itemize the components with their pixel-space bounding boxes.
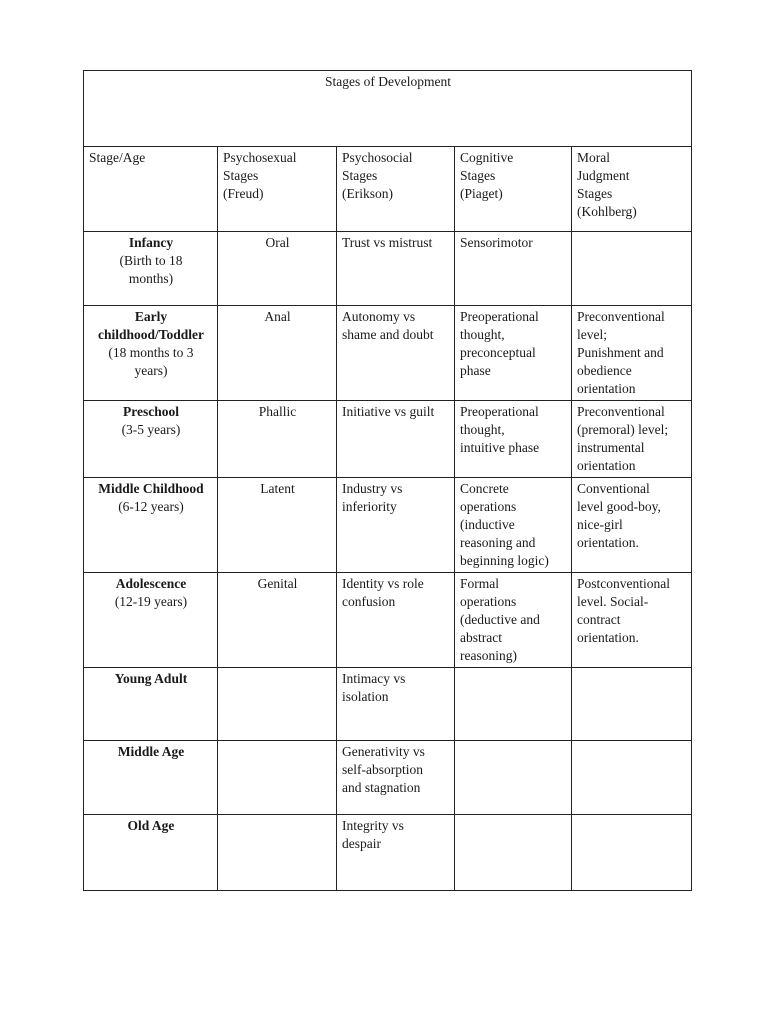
- kohlberg-cell-line: orientation: [577, 458, 636, 473]
- kohlberg-cell-line: level. Social-: [577, 594, 649, 609]
- erikson-cell: [337, 401, 455, 478]
- stage-age-cell: [84, 401, 218, 478]
- piaget-cell-line: Sensorimotor: [460, 235, 533, 250]
- freud-cell: Anal: [218, 306, 337, 401]
- kohlberg-cell-line: Postconventional: [577, 576, 670, 591]
- table-title: Stages of Development: [84, 71, 692, 147]
- header-stage-age: Stage/Age: [84, 147, 218, 232]
- erikson-cell-line: Trust vs mistrust: [342, 235, 433, 250]
- stage-name: [89, 575, 213, 593]
- piaget-cell: [455, 232, 572, 306]
- stage-name: [89, 403, 213, 421]
- stage-age: [89, 344, 213, 380]
- piaget-cell-line: Preoperational: [460, 404, 539, 419]
- header-piaget: [455, 147, 572, 232]
- table-row: [84, 401, 692, 478]
- stage-name: [89, 743, 213, 761]
- table-row: [84, 306, 692, 401]
- stage-age-line: (6-12 years): [118, 499, 184, 514]
- erikson-cell-line: Industry vs: [342, 481, 403, 496]
- header-freud: [218, 147, 337, 232]
- piaget-cell-line: operations: [460, 594, 517, 609]
- kohlberg-cell-line: orientation.: [577, 630, 639, 645]
- stage-name-line: Adolescence: [115, 576, 187, 591]
- stage-name: [89, 670, 213, 688]
- stage-name-line: Infancy: [128, 235, 174, 250]
- kohlberg-cell-line: obedience: [577, 363, 632, 378]
- piaget-cell-line: operations: [460, 499, 517, 514]
- stage-name-line: Early: [134, 309, 168, 324]
- stage-age-cell: [84, 668, 218, 741]
- stage-age-line: (3-5 years): [121, 422, 181, 437]
- erikson-cell: [337, 741, 455, 815]
- stage-age-cell: [84, 232, 218, 306]
- kohlberg-cell-line: orientation: [577, 381, 636, 396]
- header-freud-line: Stages: [223, 168, 259, 183]
- erikson-cell-line: Integrity vs: [342, 818, 404, 833]
- piaget-cell: [455, 306, 572, 401]
- piaget-cell-line: thought,: [460, 327, 505, 342]
- piaget-cell-line: beginning logic): [460, 553, 549, 568]
- piaget-cell: [455, 741, 572, 815]
- kohlberg-cell-line: (premoral) level;: [577, 422, 669, 437]
- stage-name-line: Middle Childhood: [98, 481, 204, 496]
- erikson-cell-line: shame and doubt: [342, 327, 434, 342]
- stage-name: [89, 234, 213, 252]
- kohlberg-cell-line: nice-girl: [577, 517, 623, 532]
- erikson-cell-line: inferiority: [342, 499, 397, 514]
- piaget-cell: [455, 815, 572, 891]
- header-kohlberg-line: Moral: [577, 150, 610, 165]
- piaget-cell-line: reasoning and: [460, 535, 536, 550]
- kohlberg-cell-line: instrumental: [577, 440, 645, 455]
- stage-name-line: childhood/Toddler: [97, 327, 205, 342]
- header-erikson-line: Stages: [342, 168, 378, 183]
- stages-of-development-table: [83, 70, 692, 891]
- header-kohlberg: [572, 147, 692, 232]
- table-row: [84, 741, 692, 815]
- stage-name-line: Preschool: [123, 404, 179, 419]
- kohlberg-cell-line: orientation.: [577, 535, 639, 550]
- stage-age-cell: [84, 573, 218, 668]
- piaget-cell: [455, 668, 572, 741]
- kohlberg-cell-line: Conventional: [577, 481, 650, 496]
- piaget-cell-line: intuitive phase: [460, 440, 540, 455]
- erikson-cell-line: isolation: [342, 689, 389, 704]
- table-row: [84, 478, 692, 573]
- piaget-cell-line: (deductive and: [460, 612, 540, 627]
- stage-age: [89, 498, 213, 516]
- erikson-cell-line: Identity vs role: [342, 576, 424, 591]
- stage-age-line: months): [128, 271, 174, 286]
- erikson-cell: [337, 668, 455, 741]
- header-kohlberg-line: Stages: [577, 186, 613, 201]
- kohlberg-cell-line: Preconventional: [577, 309, 665, 324]
- piaget-cell-line: thought,: [460, 422, 505, 437]
- erikson-cell: [337, 815, 455, 891]
- freud-cell: Oral: [218, 232, 337, 306]
- header-kohlberg-line: (Kohlberg): [577, 204, 637, 219]
- stage-age-line: (18 months to 3: [108, 345, 194, 360]
- erikson-cell: [337, 232, 455, 306]
- kohlberg-cell: [572, 741, 692, 815]
- header-kohlberg-line: Judgment: [577, 168, 630, 183]
- kohlberg-cell: [572, 232, 692, 306]
- stage-age: [89, 421, 213, 439]
- piaget-cell: [455, 478, 572, 573]
- kohlberg-cell: [572, 401, 692, 478]
- stage-age-line: years): [134, 363, 168, 378]
- kohlberg-cell: [572, 306, 692, 401]
- stage-name: [89, 308, 213, 344]
- erikson-cell-line: and stagnation: [342, 780, 421, 795]
- header-piaget-line: (Piaget): [460, 186, 503, 201]
- kohlberg-cell: [572, 478, 692, 573]
- piaget-cell-line: phase: [460, 363, 491, 378]
- kohlberg-cell: [572, 573, 692, 668]
- erikson-cell-line: despair: [342, 836, 381, 851]
- erikson-cell-line: confusion: [342, 594, 396, 609]
- stage-age-cell: [84, 741, 218, 815]
- table-row: [84, 232, 692, 306]
- freud-cell: [218, 668, 337, 741]
- header-erikson-line: Psychosocial: [342, 150, 413, 165]
- freud-cell: [218, 815, 337, 891]
- piaget-cell-line: reasoning): [460, 648, 517, 663]
- stage-name-line: Middle Age: [117, 744, 185, 759]
- stage-age-cell: [84, 478, 218, 573]
- erikson-cell: [337, 573, 455, 668]
- freud-cell: [218, 741, 337, 815]
- piaget-cell-line: preconceptual: [460, 345, 536, 360]
- header-piaget-line: Cognitive: [460, 150, 514, 165]
- table-row: [84, 573, 692, 668]
- table-body: [84, 232, 692, 891]
- piaget-cell-line: Preoperational: [460, 309, 539, 324]
- erikson-cell: [337, 478, 455, 573]
- erikson-cell-line: self-absorption: [342, 762, 423, 777]
- piaget-cell-line: Concrete: [460, 481, 509, 496]
- header-erikson: [337, 147, 455, 232]
- stage-name: [89, 480, 213, 498]
- piaget-cell-line: abstract: [460, 630, 502, 645]
- freud-cell: Latent: [218, 478, 337, 573]
- piaget-cell: [455, 401, 572, 478]
- kohlberg-cell: [572, 668, 692, 741]
- kohlberg-cell-line: level good-boy,: [577, 499, 661, 514]
- stage-age-line: (Birth to 18: [119, 253, 183, 268]
- erikson-cell-line: Initiative vs guilt: [342, 404, 435, 419]
- kohlberg-cell-line: contract: [577, 612, 621, 627]
- stage-name: [89, 817, 213, 835]
- freud-cell: Genital: [218, 573, 337, 668]
- kohlberg-cell: [572, 815, 692, 891]
- header-erikson-line: (Erikson): [342, 186, 393, 201]
- piaget-cell: [455, 573, 572, 668]
- erikson-cell: [337, 306, 455, 401]
- erikson-cell-line: Intimacy vs: [342, 671, 406, 686]
- table-row: [84, 668, 692, 741]
- kohlberg-cell-line: level;: [577, 327, 607, 342]
- stage-name-line: Old Age: [127, 818, 175, 833]
- header-piaget-line: Stages: [460, 168, 496, 183]
- title-row: [84, 71, 692, 147]
- stage-age-cell: [84, 815, 218, 891]
- erikson-cell-line: Autonomy vs: [342, 309, 416, 324]
- stage-age-line: (12-19 years): [114, 594, 188, 609]
- stage-name-line: Young Adult: [114, 671, 188, 686]
- piaget-cell-line: (inductive: [460, 517, 515, 532]
- kohlberg-cell-line: Preconventional: [577, 404, 665, 419]
- table-row: [84, 815, 692, 891]
- freud-cell: Phallic: [218, 401, 337, 478]
- header-freud-line: Psychosexual: [223, 150, 297, 165]
- header-row: [84, 147, 692, 232]
- stage-age: [89, 593, 213, 611]
- erikson-cell-line: Generativity vs: [342, 744, 425, 759]
- piaget-cell-line: Formal: [460, 576, 499, 591]
- stage-age-cell: [84, 306, 218, 401]
- kohlberg-cell-line: Punishment and: [577, 345, 664, 360]
- stage-age: [89, 252, 213, 288]
- header-freud-line: (Freud): [223, 186, 264, 201]
